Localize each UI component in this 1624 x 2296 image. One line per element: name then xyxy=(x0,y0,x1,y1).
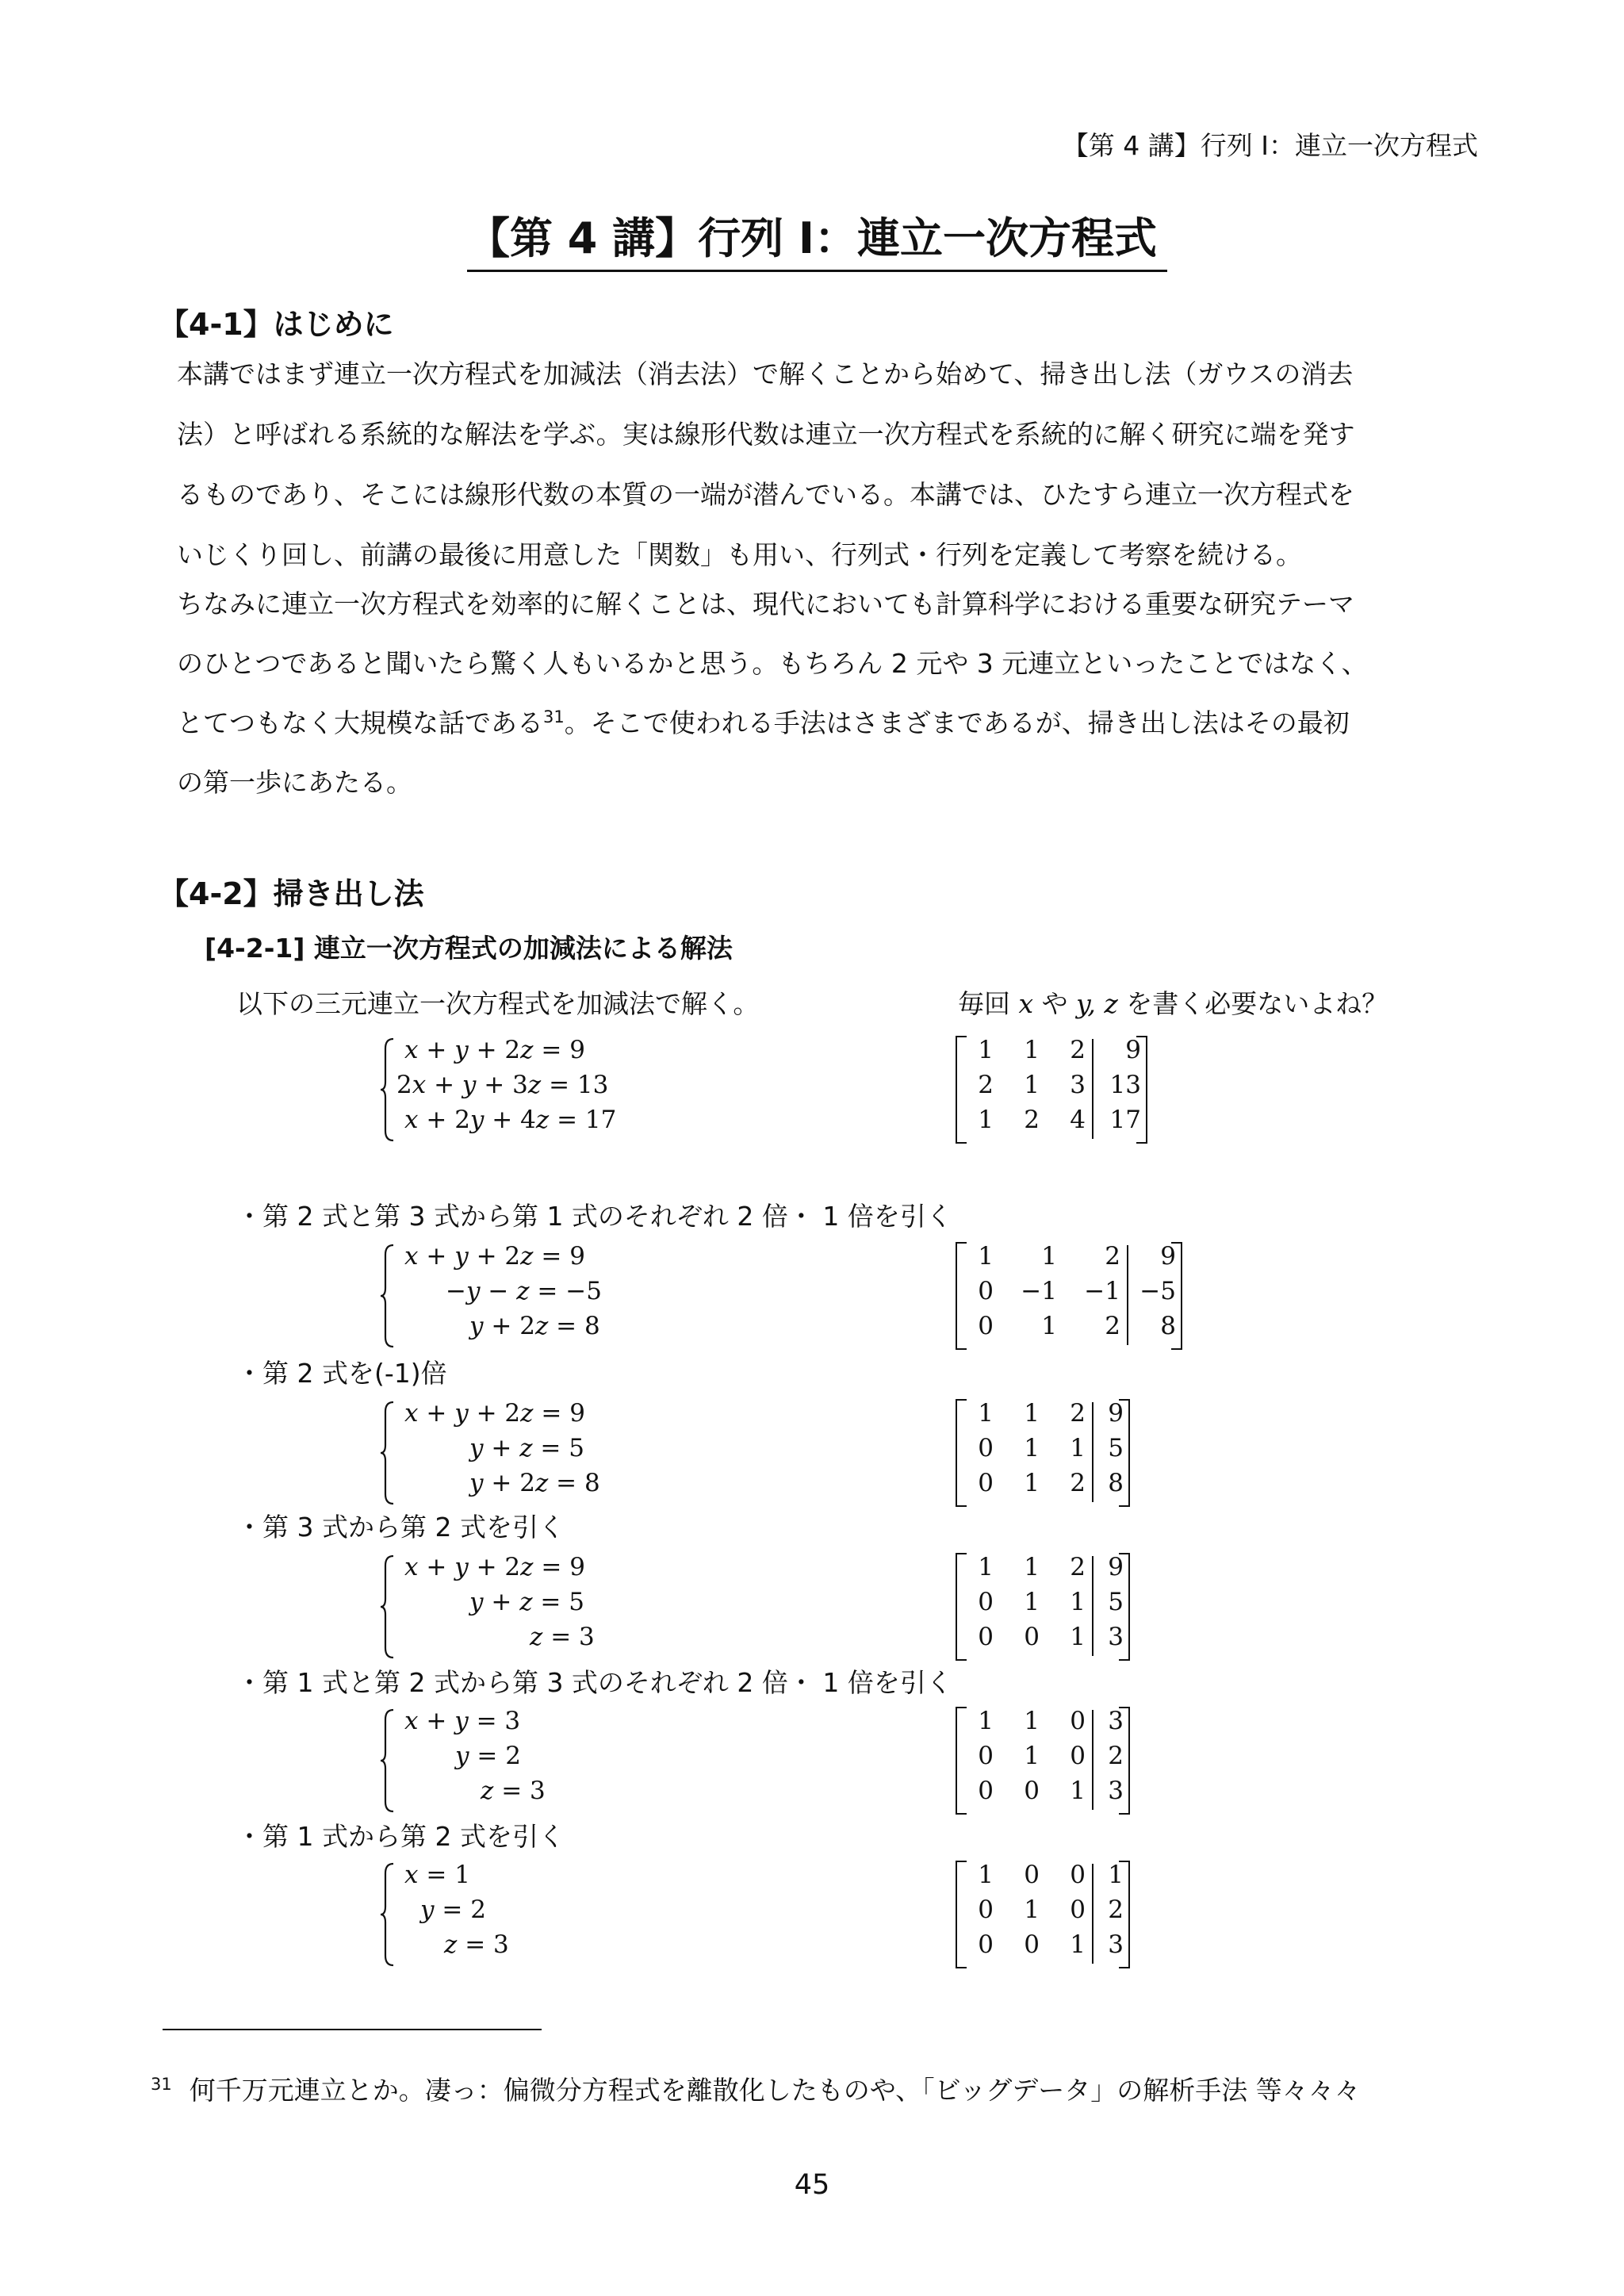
equation-row: z = 3 xyxy=(481,1777,546,1805)
equation-row: x + y + 2z = 9 xyxy=(404,1399,585,1428)
augment-divider xyxy=(1092,1864,1094,1964)
equation-row: x + y + 2z = 9 xyxy=(404,1242,585,1271)
matrix-cell: 1 xyxy=(1070,1588,1086,1616)
matrix-cell: 1 xyxy=(1024,1071,1040,1099)
matrix-cell: 0 xyxy=(1070,1861,1086,1889)
footnote-number: 31 xyxy=(151,2075,172,2094)
equation-row: x + y = 3 xyxy=(404,1707,521,1735)
matrix-cell: 1 xyxy=(1108,1861,1124,1889)
matrix-cell: 1 xyxy=(1024,1588,1040,1616)
matrix-cell: 2 xyxy=(1070,1553,1086,1581)
matrix-cell: 1 xyxy=(1024,1707,1040,1735)
matrix-cell: −1 xyxy=(1084,1277,1120,1305)
left-brace xyxy=(379,1242,396,1350)
augmented-matrix xyxy=(956,1242,1176,1342)
matrix-left-bracket xyxy=(956,1036,967,1144)
paragraph-line xyxy=(177,703,1350,740)
equation-system xyxy=(379,1707,696,1807)
matrix-cell: 0 xyxy=(978,1742,994,1770)
matrix-cell: 0 xyxy=(978,1588,994,1616)
matrix-cell: 1 xyxy=(1024,1742,1040,1770)
matrix-cell: 8 xyxy=(1108,1469,1124,1497)
title-underline xyxy=(467,270,1167,272)
footnote-reference[interactable]: 31 xyxy=(543,707,565,726)
matrix-cell: 1 xyxy=(1070,1434,1086,1462)
matrix-cell: 1 xyxy=(1041,1312,1057,1340)
equation-row: x + 2y + 4z = 17 xyxy=(404,1106,617,1134)
matrix-cell: 9 xyxy=(1160,1242,1176,1271)
matrix-cell: 3 xyxy=(1108,1930,1124,1959)
matrix-cell: 2 xyxy=(1070,1399,1086,1428)
matrix-cell: 5 xyxy=(1108,1434,1124,1462)
matrix-cell: 1 xyxy=(1041,1242,1057,1271)
matrix-cell: 0 xyxy=(1024,1930,1040,1959)
paragraph-line: の第一歩にあたる。 xyxy=(177,767,412,798)
matrix-cell: 3 xyxy=(1108,1707,1124,1735)
matrix-cell: 0 xyxy=(978,1895,994,1924)
page-title: 【第 4 講】行列 I：連立一次方程式 xyxy=(466,213,1158,263)
equation-row: y + z = 5 xyxy=(469,1434,584,1462)
matrix-cell: 0 xyxy=(1024,1623,1040,1651)
matrix-cell: 1 xyxy=(1024,1469,1040,1497)
augment-divider xyxy=(1092,1710,1094,1810)
matrix-cell: 17 xyxy=(1109,1106,1141,1134)
matrix-cell: 5 xyxy=(1108,1588,1124,1616)
step-label: ・第 1 式から第 2 式を引く xyxy=(236,1821,565,1852)
matrix-cell: −1 xyxy=(1021,1277,1057,1305)
matrix-cell: 0 xyxy=(978,1930,994,1959)
augment-divider xyxy=(1127,1245,1128,1345)
matrix-cell: 1 xyxy=(978,1036,994,1064)
matrix-cell: 1 xyxy=(1024,1553,1040,1581)
footnote xyxy=(151,2070,1361,2107)
matrix-cell: 0 xyxy=(1024,1861,1040,1889)
step-label: ・第 2 式と第 3 式から第 1 式のそれぞれ 2 倍・ 1 倍を引く xyxy=(236,1201,952,1232)
matrix-cell: 0 xyxy=(978,1312,994,1340)
equation-system xyxy=(379,1242,696,1342)
section-heading-4-2: 【4-2】掃き出し法 xyxy=(159,876,424,911)
matrix-cell: 1 xyxy=(1070,1777,1086,1805)
paragraph-line: ちなみに連立一次方程式を効率的に解くことは、現代においても計算科学における重要な研究テーマ xyxy=(177,588,1354,619)
matrix-cell: 1 xyxy=(978,1242,994,1271)
equation-row: y + 2z = 8 xyxy=(469,1469,600,1497)
equation-row: x + y + 2z = 9 xyxy=(404,1036,585,1064)
equation-row: y = 2 xyxy=(420,1895,486,1924)
equation-row: y + 2z = 8 xyxy=(469,1312,600,1340)
matrix-cell: 2 xyxy=(1024,1106,1040,1134)
equation-row: x + y + 2z = 9 xyxy=(404,1553,585,1581)
matrix-cell: 1 xyxy=(1070,1623,1086,1651)
paragraph-text: 。そこで使われる手法はさまざまであるが、掃き出し法はその最初 xyxy=(564,707,1350,738)
matrix-cell: 2 xyxy=(1108,1895,1124,1924)
running-header: 【第 4 講】行列 I：連立一次方程式 xyxy=(1062,130,1478,161)
augmented-matrix xyxy=(956,1553,1124,1653)
left-brace xyxy=(379,1553,396,1661)
paragraph-line: るものであり、そこには線形代数の本質の一端が潜んでいる。本講では、ひたすら連立一次方程式を xyxy=(177,479,1354,510)
matrix-cell: 3 xyxy=(1108,1777,1124,1805)
equation-row: z = 3 xyxy=(444,1930,509,1959)
subsection-heading-4-2-1: [4-2-1] 連立一次方程式の加減法による解法 xyxy=(205,933,733,964)
matrix-cell: 1 xyxy=(1024,1895,1040,1924)
matrix-cell: 0 xyxy=(978,1469,994,1497)
augmented-matrix xyxy=(956,1399,1124,1499)
left-brace xyxy=(379,1399,396,1507)
paragraph-line: のひとつであると聞いたら驚く人もいるかと思う。もちろん 2 元や 3 元連立といったことではなく、 xyxy=(177,648,1368,679)
step-label: ・第 1 式と第 2 式から第 3 式のそれぞれ 2 倍・ 1 倍を引く xyxy=(236,1667,952,1698)
equation-system xyxy=(379,1861,696,1961)
equation-system xyxy=(379,1553,696,1653)
matrix-cell: 0 xyxy=(978,1277,994,1305)
paragraph-text: とてつもなく大規模な話である xyxy=(177,707,543,738)
matrix-cell: 3 xyxy=(1070,1071,1086,1099)
equation-row: y + z = 5 xyxy=(469,1588,584,1616)
matrix-cell: 3 xyxy=(1108,1623,1124,1651)
matrix-cell: 1 xyxy=(1024,1434,1040,1462)
augment-divider xyxy=(1092,1402,1094,1502)
matrix-cell: 1 xyxy=(978,1861,994,1889)
matrix-cell: 1 xyxy=(978,1106,994,1134)
page-number: 45 xyxy=(794,2169,830,2201)
paragraph-line: いじくり回し、前講の最後に用意した「関数」も用い、行列式・行列を定義して考察を続ける。 xyxy=(177,539,1302,570)
step-label: ・第 2 式を(-1)倍 xyxy=(236,1358,447,1389)
matrix-cell: 9 xyxy=(1108,1553,1124,1581)
matrix-cell: 8 xyxy=(1160,1312,1176,1340)
matrix-left-bracket xyxy=(956,1399,967,1507)
aside-note: 毎回 x や y, z を書く必要ないよね？ xyxy=(958,988,1388,1019)
matrix-cell: 0 xyxy=(1024,1777,1040,1805)
matrix-cell: 1 xyxy=(1024,1399,1040,1428)
matrix-cell: 1 xyxy=(1024,1036,1040,1064)
augmented-matrix xyxy=(956,1036,1141,1136)
equation-row: z = 3 xyxy=(530,1623,595,1651)
equation-row: y = 2 xyxy=(455,1742,521,1770)
equation-system xyxy=(379,1036,696,1136)
equation-row: 2x + y + 3z = 13 xyxy=(396,1071,609,1099)
paragraph-line: 法）と呼ばれる系統的な解法を学ぶ。実は線形代数は連立一次方程式を系統的に解く研究に端を発す xyxy=(177,419,1355,450)
matrix-left-bracket xyxy=(956,1707,967,1815)
left-brace xyxy=(379,1861,396,1968)
matrix-cell: 0 xyxy=(1070,1742,1086,1770)
matrix-cell: −5 xyxy=(1139,1277,1176,1305)
matrix-cell: 1 xyxy=(978,1553,994,1581)
matrix-cell: 2 xyxy=(1105,1242,1120,1271)
matrix-cell: 0 xyxy=(978,1623,994,1651)
matrix-cell: 0 xyxy=(1070,1895,1086,1924)
matrix-cell: 1 xyxy=(978,1707,994,1735)
matrix-cell: 1 xyxy=(1070,1930,1086,1959)
step-label: ・第 3 式から第 2 式を引く xyxy=(236,1512,565,1543)
matrix-cell: 2 xyxy=(1070,1036,1086,1064)
augment-divider xyxy=(1092,1039,1094,1139)
augmented-matrix xyxy=(956,1707,1124,1807)
matrix-left-bracket xyxy=(956,1242,967,1350)
matrix-cell: 0 xyxy=(1070,1707,1086,1735)
left-brace xyxy=(379,1036,396,1144)
matrix-cell: 2 xyxy=(1108,1742,1124,1770)
matrix-cell: 2 xyxy=(1070,1469,1086,1497)
footnote-text: 何千万元連立とか。凄っ：偏微分方程式を離散化したものや、「ビッグデータ」の解析手法 等々々々 xyxy=(189,2075,1361,2106)
matrix-cell: 2 xyxy=(978,1071,994,1099)
left-brace xyxy=(379,1707,396,1815)
matrix-cell: 0 xyxy=(978,1777,994,1805)
equation-system xyxy=(379,1399,696,1499)
equation-row: −y − z = −5 xyxy=(446,1277,602,1305)
augment-divider xyxy=(1092,1556,1094,1656)
matrix-left-bracket xyxy=(956,1553,967,1661)
matrix-cell: 9 xyxy=(1125,1036,1141,1064)
paragraph-line: 本講ではまず連立一次方程式を加減法（消去法）で解くことから始めて、掃き出し法（ガウスの消去 xyxy=(177,358,1354,389)
intro-text: 以下の三元連立一次方程式を加減法で解く。 xyxy=(236,988,760,1019)
footnote-rule xyxy=(163,2029,542,2030)
matrix-cell: 2 xyxy=(1105,1312,1120,1340)
section-heading-4-1: 【4-1】はじめに xyxy=(159,307,394,342)
matrix-left-bracket xyxy=(956,1861,967,1968)
matrix-cell: 9 xyxy=(1108,1399,1124,1428)
matrix-cell: 0 xyxy=(978,1434,994,1462)
matrix-cell: 4 xyxy=(1070,1106,1086,1134)
matrix-cell: 13 xyxy=(1109,1071,1141,1099)
augmented-matrix xyxy=(956,1861,1124,1961)
equation-row: x = 1 xyxy=(404,1861,470,1889)
matrix-cell: 1 xyxy=(978,1399,994,1428)
